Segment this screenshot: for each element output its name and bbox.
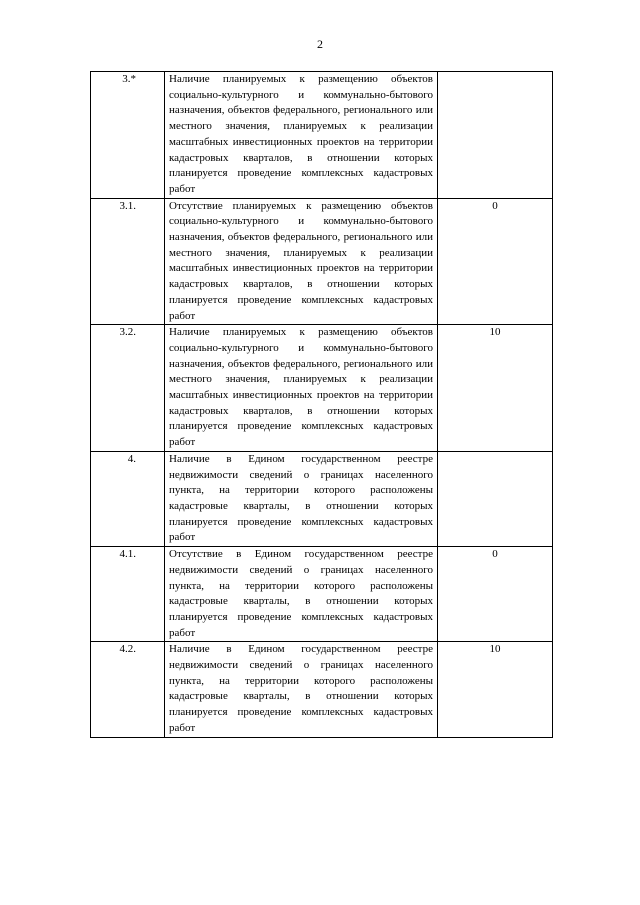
row-number: 3.* xyxy=(91,72,165,199)
row-description: Наличие планируемых к размещению объектов социально-культурного и коммунально-бытового назначения, объектов федерального, регионального или местного значения, планируемых к реализации масштабных инвестиционных проектов на территории кадастровых кварталов, в отношении которых планируется проведение комплексных кадастровых работ xyxy=(165,72,438,199)
criteria-table xyxy=(90,71,553,738)
row-description: Наличие в Едином государственном реестре недвижимости сведений о границах населенного пункта, на территории которого расположены кадастровые кварталы, в отношении которых планируется проведение комплексных кадастровых работ xyxy=(165,451,438,546)
page-number: 2 xyxy=(317,37,323,51)
row-number: 3.2. xyxy=(91,325,165,452)
table-row xyxy=(91,642,553,737)
row-value: 0 xyxy=(438,198,553,325)
row-number: 4.1. xyxy=(91,547,165,642)
row-value: 0 xyxy=(438,547,553,642)
row-number: 3.1. xyxy=(91,198,165,325)
table-row xyxy=(91,72,553,199)
row-description: Наличие в Едином государственном реестре недвижимости сведений о границах населенного пункта, на территории которого расположены кадастровые кварталы, в отношении которых планируется проведение комплексных кадастровых работ xyxy=(165,642,438,737)
row-description: Отсутствие в Едином государственном реестре недвижимости сведений о границах населенного пункта, на территории которого расположены кадастровые кварталы, в отношении которых планируется проведение комплексных кадастровых работ xyxy=(165,547,438,642)
table-row xyxy=(91,547,553,642)
row-value: 10 xyxy=(438,642,553,737)
table-row xyxy=(91,198,553,325)
row-value: 10 xyxy=(438,325,553,452)
row-number: 4.2. xyxy=(91,642,165,737)
row-description: Отсутствие планируемых к размещению объектов социально-культурного и коммунально-бытового назначения, объектов федерального, регионального или местного значения, планируемых к реализации масштабных инвестиционных проектов на территории кадастровых кварталов, в отношении которых планируется проведение комплексных кадастровых работ xyxy=(165,198,438,325)
row-value xyxy=(438,72,553,199)
row-description: Наличие планируемых к размещению объектов социально-культурного и коммунально-бытового назначения, объектов федерального, регионального или местного значения, планируемых к реализации масштабных инвестиционных проектов на территории кадастровых кварталов, в отношении которых планируется проведение комплексных кадастровых работ xyxy=(165,325,438,452)
row-number: 4. xyxy=(91,451,165,546)
table-row xyxy=(91,325,553,452)
table-row xyxy=(91,451,553,546)
row-value xyxy=(438,451,553,546)
